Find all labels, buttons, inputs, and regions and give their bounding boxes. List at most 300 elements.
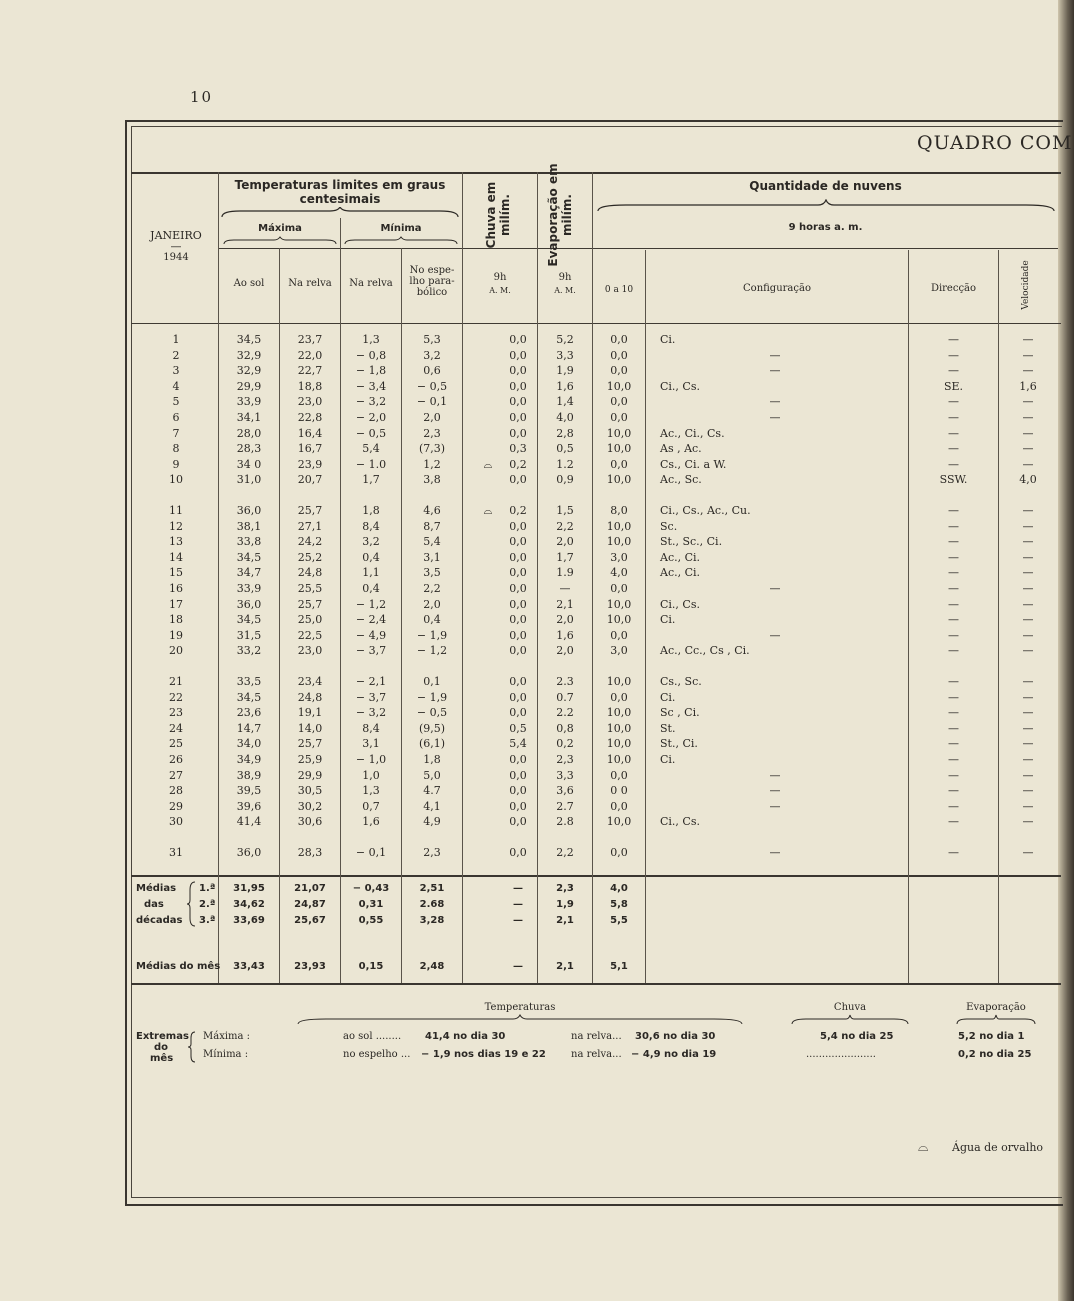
evaporacao-cell: 4,0 (556, 411, 574, 424)
extremes-maxima-label: Máxima : (203, 1031, 251, 1042)
month-mean-rmax-cell: 23,93 (294, 961, 326, 972)
evaporacao-cell: 3,3 (556, 348, 574, 362)
ao-sol-cell: 36,0 (236, 504, 262, 517)
day-cell: 7 (172, 426, 180, 440)
relva-min-cell: 1,7 (362, 473, 380, 487)
nuvens-brace (596, 199, 1056, 213)
table-title: QUADRO COM (917, 132, 1073, 154)
month-mean-ev-cell: 2,1 (556, 961, 574, 972)
means-label-3: décadas (136, 915, 183, 926)
ao-sol-cell: 33,9 (236, 395, 262, 409)
nuvens-qty-cell: 10,0 (606, 737, 632, 751)
espelho-cell: − 1,9 (416, 628, 448, 642)
velocidade-cell: 1,6 (1019, 379, 1037, 393)
evap-min-value: 0,2 no dia 25 (958, 1049, 1032, 1060)
day-cell: 30 (169, 815, 183, 829)
maxima-header: Máxima (258, 223, 302, 234)
decade-mean-q-cell: 5,5 (610, 915, 628, 926)
velocidade-cell: — (1022, 519, 1034, 533)
configuracao-cell: Ci., Cs. (660, 597, 700, 611)
espelho-cell: 2,0 (423, 411, 441, 424)
relva-min-cell: 1,6 (362, 815, 380, 829)
evaporacao-cell: 1,5 (556, 504, 574, 517)
evaporacao-cell: 5,2 (556, 333, 574, 346)
relva-max-cell: 30,6 (297, 815, 323, 829)
nuvens-qty-cell: 0,0 (610, 628, 628, 642)
evaporacao-cell: 2,1 (556, 597, 574, 611)
chuva-cell: 0,3 (509, 442, 527, 456)
chuva-cell: 0,0 (509, 768, 527, 782)
extremes-evap-brace (955, 1014, 1037, 1026)
chuva-cell: 0,0 (509, 395, 527, 409)
relva-max-cell: 24,2 (297, 535, 323, 549)
velocidade-cell: — (1022, 613, 1034, 627)
extremes-label-1: Extremas (136, 1031, 189, 1042)
day-cell: 10 (169, 473, 183, 487)
evaporacao-cell: 2,2 (556, 846, 574, 859)
header-top-rule (131, 172, 1061, 174)
nuvens-qty-cell: 10,0 (606, 675, 632, 688)
evaporacao-cell: 2,2 (556, 519, 574, 533)
relva-max-cell: 16,7 (297, 442, 323, 456)
extremes-evaporacao-header: Evaporação (966, 1002, 1026, 1013)
decade-2-label: 2.ª (199, 899, 216, 910)
ao-sol-cell: 33,2 (236, 644, 262, 658)
ao-sol-cell: 34,9 (236, 753, 262, 766)
day-cell: 25 (169, 737, 183, 751)
evaporacao-cell: 2.2 (556, 706, 574, 720)
relva-max-cell: 23,4 (297, 675, 323, 688)
decade-3-label: 3.ª (199, 915, 216, 926)
espelho-cell: − 0,5 (416, 379, 448, 393)
ao-sol-cell: 34,5 (236, 550, 262, 564)
ao-sol-cell: 38,9 (236, 768, 262, 782)
relva-max-cell: 29,9 (297, 768, 323, 782)
chuva-min-value: ...................... (806, 1049, 876, 1060)
velocidade-cell: — (1022, 333, 1034, 346)
configuracao-cell: Ci. (660, 690, 676, 704)
chuva-cell: 0,0 (509, 582, 527, 595)
chuva-am: A. M. (489, 286, 511, 295)
direccao-cell: — (948, 457, 959, 471)
chuva-cell: 0,0 (509, 706, 527, 720)
decade-mean-rmax-cell: 21,07 (294, 883, 326, 894)
ao-sol-cell: 38,1 (236, 519, 262, 533)
evaporacao-cell: 1.9 (556, 566, 574, 580)
direccao-cell: — (948, 566, 959, 580)
evaporacao-cell: 2,0 (556, 644, 574, 658)
espelho-cell: 5,3 (423, 333, 441, 346)
day-cell: 31 (169, 846, 183, 859)
chuva-cell: 0,0 (509, 597, 527, 611)
extremes-chuva-brace (790, 1014, 910, 1026)
nuvens-qty-cell: 10,0 (606, 535, 632, 549)
espelho-cell: 3,1 (423, 550, 441, 564)
relva-max-cell: 14,0 (297, 721, 323, 735)
relva-max-cell: 19,1 (297, 706, 323, 720)
nuvens-qty-cell: 10,0 (606, 753, 632, 766)
decade-mean-ch-cell: — (513, 883, 523, 894)
chuva-cell: 0,0 (509, 799, 527, 813)
direccao-cell: — (948, 753, 959, 766)
ao-sol-cell: 39,6 (236, 799, 262, 813)
chuva-cell: 0,0 (509, 566, 527, 580)
nuvens-qty-cell: 3,0 (610, 550, 628, 564)
evaporacao-cell: 0,9 (556, 473, 574, 487)
day-cell: 11 (169, 504, 183, 517)
direccao-cell: — (948, 628, 959, 642)
decade-mean-sol-cell: 33,69 (233, 915, 265, 926)
means-label-2: das (144, 899, 164, 910)
direccao-cell: — (948, 333, 959, 346)
evaporacao-cell: 2.7 (556, 799, 574, 813)
direccao-cell: — (948, 690, 959, 704)
ao-sol-cell: 28,3 (236, 442, 262, 456)
espelho-cell: 2,3 (423, 846, 441, 859)
means-label-1: Médias (136, 883, 177, 894)
ao-sol-cell: 41,4 (236, 815, 262, 829)
direccao-cell: — (948, 597, 959, 611)
evaporacao-cell: 2.8 (556, 815, 574, 829)
ao-sol-cell: 34,5 (236, 613, 262, 627)
decade-mean-ev-cell: 2,3 (556, 883, 574, 894)
relva-min-cell: − 0,1 (355, 846, 387, 859)
min-esp-label: no espelho ... (343, 1049, 411, 1060)
day-cell: 27 (169, 768, 183, 782)
velocidade-cell: — (1022, 348, 1034, 362)
relva-min-cell: 8,4 (362, 721, 380, 735)
ao-sol-cell: 23,6 (236, 706, 262, 720)
direccao-cell: — (948, 846, 959, 859)
chuva-cell: 0,0 (509, 519, 527, 533)
nuvens-qty-cell: 0,0 (610, 411, 628, 424)
ao-sol-cell: 34 0 (236, 457, 262, 471)
chuva-cell: 0,0 (509, 550, 527, 564)
nuvens-qty-cell: 10,0 (606, 519, 632, 533)
configuracao-cell: — (769, 799, 781, 813)
month-means-label: Médias do mês (136, 961, 221, 972)
day-cell: 23 (169, 706, 183, 720)
evaporacao-cell: 2,0 (556, 613, 574, 627)
ao-sol-header: Ao sol (233, 278, 265, 289)
espelho-cell: 4,1 (423, 799, 441, 813)
max-sol-value: 41,4 no dia 30 (425, 1031, 506, 1042)
relva-min-cell: − 2,0 (355, 411, 387, 424)
evaporacao-cell: 0,5 (556, 442, 574, 456)
relva-min-cell: 3,1 (362, 737, 380, 751)
relva-max-cell: 22,8 (297, 411, 323, 424)
relva-min-cell: − 1.0 (355, 457, 387, 471)
ao-sol-cell: 34,1 (236, 411, 262, 424)
chuva-cell: 0,0 (509, 846, 527, 859)
extremes-temp-brace (296, 1014, 746, 1026)
espelho-cell: − 0,1 (416, 395, 448, 409)
configuracao-cell: St. (660, 721, 676, 735)
day-cell: 26 (169, 753, 183, 766)
espelho-cell: 3,2 (423, 348, 441, 362)
decade-mean-ev-cell: 2,1 (556, 915, 574, 926)
day-cell: 6 (172, 411, 180, 424)
chuva-cell: 0,0 (509, 333, 527, 346)
configuracao-cell: — (769, 628, 781, 642)
day-cell: 3 (172, 364, 180, 378)
relva-min-cell: 1,1 (362, 566, 380, 580)
configuracao-cell: Sc. (660, 519, 678, 533)
relva-max-cell: 25,7 (297, 504, 323, 517)
evaporacao-cell: 3,6 (556, 784, 574, 798)
espelho-cell: 4,9 (423, 815, 441, 829)
configuracao-cell: — (769, 846, 781, 859)
relva-max-cell: 25,7 (297, 737, 323, 751)
means-top-rule (131, 875, 1061, 877)
relva-max-cell: 25,2 (297, 550, 323, 564)
velocidade-cell: — (1022, 597, 1034, 611)
direccao-cell: — (948, 815, 959, 829)
relva-max-cell: 25,0 (297, 613, 323, 627)
decade-mean-rmin-cell: 0,55 (358, 915, 384, 926)
ao-sol-cell: 34,7 (236, 566, 262, 580)
nuvens-qty-cell: 0,0 (610, 348, 628, 362)
espelho-cell: − 1,9 (416, 690, 448, 704)
ao-sol-cell: 32,9 (236, 348, 262, 362)
chuva-cell: 0,0 (509, 675, 527, 688)
chuva-cell: 5,4 (509, 737, 527, 751)
nuvens-qty-cell: 10,0 (606, 613, 632, 627)
nuvens-qty-cell: 8,0 (610, 504, 628, 517)
ao-sol-cell: 33,9 (236, 582, 262, 595)
decade-1-label: 1.ª (199, 883, 216, 894)
month-mean-sol-cell: 33,43 (233, 961, 265, 972)
relva-max-cell: 24,8 (297, 690, 323, 704)
day-cell: 29 (169, 799, 183, 813)
relva-min-cell: 1,0 (362, 768, 380, 782)
direccao-cell: — (948, 784, 959, 798)
relva-min-cell: 3,2 (362, 535, 380, 549)
configuracao-cell: St., Ci. (660, 737, 698, 751)
month-label: JANEIRO (150, 229, 202, 242)
nuvens-qty-cell: 10,0 (606, 597, 632, 611)
configuracao-cell: Ac., Ci., Cs. (660, 426, 725, 440)
evaporacao-cell: 1,6 (556, 379, 574, 393)
temp-brace (220, 207, 460, 219)
velocidade-cell: — (1022, 768, 1034, 782)
direccao-cell: — (948, 519, 959, 533)
temperature-group-header: Temperaturas limites em graus centesimais (234, 178, 446, 206)
velocidade-cell: — (1022, 504, 1034, 517)
maxima-brace (222, 236, 338, 246)
extremes-label-3: mês (150, 1053, 174, 1064)
relva-max-cell: 30,5 (297, 784, 323, 798)
relva-max-cell: 28,3 (297, 846, 323, 859)
nuvens-qty-cell: 4,0 (610, 566, 628, 580)
extremes-minima-label: Mínima : (203, 1049, 249, 1060)
chuva-cell: 0,0 (509, 628, 527, 642)
min-relva-label: na relva... (571, 1049, 622, 1060)
espelho-cell: − 1,2 (416, 644, 448, 658)
velocidade-cell: — (1022, 737, 1034, 751)
configuracao-cell: Cs., Sc. (660, 675, 702, 688)
nuvens-qty-cell: 10,0 (606, 473, 632, 487)
chuva-cell: 0,0 (509, 348, 527, 362)
espelho-cell: 8,7 (423, 519, 441, 533)
relva-max-cell: 25,9 (297, 753, 323, 766)
day-cell: 17 (169, 597, 183, 611)
nuvens-qty-cell: 0,0 (610, 690, 628, 704)
velocidade-cell: — (1022, 753, 1034, 766)
nuvens-qty-cell: 0,0 (610, 333, 628, 346)
ao-sol-cell: 39,5 (236, 784, 262, 798)
day-cell: 5 (172, 395, 180, 409)
header-bottom-rule (131, 323, 1061, 324)
relva-max-cell: 25,7 (297, 597, 323, 611)
velocidade-cell: — (1022, 675, 1034, 688)
ao-sol-cell: 14,7 (236, 721, 262, 735)
nuvens-qty-cell: 10,0 (606, 379, 632, 393)
direccao-cell: — (948, 504, 959, 517)
decade-mean-esp-cell: 2.68 (419, 899, 445, 910)
direccao-cell: — (948, 799, 959, 813)
minima-brace (343, 236, 459, 246)
decade-mean-sol-cell: 34,62 (233, 899, 265, 910)
espelho-cell: 3,8 (423, 473, 441, 487)
evaporacao-cell: 1.2 (556, 457, 574, 471)
relva-min-cell: − 3,2 (355, 706, 387, 720)
espelho-cell: 0,1 (423, 675, 441, 688)
chuva-cell: 0,2 (509, 457, 527, 471)
configuracao-cell: — (769, 582, 781, 595)
velocidade-cell: — (1022, 364, 1034, 378)
direccao-cell: SSW. (939, 473, 968, 487)
direccao-cell: — (948, 721, 959, 735)
evap-am: A. M. (554, 286, 576, 295)
ao-sol-cell: 34,5 (236, 690, 262, 704)
nuvens-qty-cell: 0,0 (610, 846, 628, 859)
ao-sol-cell: 36,0 (236, 597, 262, 611)
decade-mean-esp-cell: 2,51 (419, 883, 445, 894)
relva-max-cell: 25,5 (297, 582, 323, 595)
configuracao-cell: Ci. (660, 613, 676, 627)
velocidade-cell: — (1022, 411, 1034, 424)
espelho-cell: (7,3) (418, 442, 446, 456)
configuracao-cell: Ac., Cc., Cs , Ci. (660, 644, 750, 658)
espelho-cell: 0,6 (423, 364, 441, 378)
na-relva-max-header: Na relva (288, 278, 332, 289)
min-esp-value: − 1,9 nos dias 19 e 22 (421, 1049, 546, 1060)
direccao-header: Direcção (930, 283, 977, 294)
chuva-cell: 0,0 (509, 784, 527, 798)
espelho-cell: 3,5 (423, 566, 441, 580)
configuracao-cell: — (769, 784, 781, 798)
velocidade-cell: — (1022, 644, 1034, 658)
chuva-cell: 0,5 (509, 721, 527, 735)
chuva-9h: 9h (493, 272, 507, 283)
espelho-cell: 2,3 (423, 426, 441, 440)
relva-max-cell: 23,7 (297, 333, 323, 346)
configuracao-cell: St., Sc., Ci. (660, 535, 723, 549)
direccao-cell: — (948, 613, 959, 627)
dew-mark-icon: ⌓ (483, 504, 493, 517)
velocidade-cell: — (1022, 457, 1034, 471)
relva-min-cell: 1,3 (362, 784, 380, 798)
zero-a-dez-header: 0 a 10 (604, 285, 634, 295)
configuracao-cell: — (769, 395, 781, 409)
espelho-cell: 4,6 (423, 504, 441, 517)
ao-sol-cell: 28,0 (236, 426, 262, 440)
velocidade-cell: — (1022, 582, 1034, 595)
max-sol-label: ao sol ........ (343, 1031, 402, 1042)
direccao-cell: — (948, 737, 959, 751)
configuracao-cell: — (769, 768, 781, 782)
decade-mean-rmax-cell: 24,87 (294, 899, 326, 910)
relva-min-cell: − 1,2 (355, 597, 387, 611)
evaporacao-cell: 3,3 (556, 768, 574, 782)
chuva-cell: 0,0 (509, 690, 527, 704)
day-cell: 21 (169, 675, 183, 688)
relva-min-cell: − 0,8 (355, 348, 387, 362)
relva-max-cell: 24,8 (297, 566, 323, 580)
relva-min-cell: − 2,1 (355, 675, 387, 688)
direccao-cell: — (948, 442, 959, 456)
nove-horas-header: 9 horas a. m. (788, 222, 863, 233)
ao-sol-cell: 34,0 (236, 737, 262, 751)
extremes-brace (188, 1030, 196, 1064)
velocidade-cell: — (1022, 846, 1034, 859)
max-relva-value: 30,6 no dia 30 (635, 1031, 716, 1042)
direccao-cell: — (948, 675, 959, 688)
configuracao-cell: Ac., Ci. (660, 550, 701, 564)
page-number: 10 (190, 88, 214, 106)
configuracao-header: Configuração (743, 283, 811, 294)
relva-min-cell: 0,7 (362, 799, 380, 813)
decade-mean-ch-cell: — (513, 899, 523, 910)
relva-min-cell: − 2,4 (355, 613, 387, 627)
day-cell: 28 (169, 784, 183, 798)
direccao-cell: — (948, 364, 959, 378)
evap-9h: 9h (558, 272, 572, 283)
extremes-temperaturas-header: Temperaturas (484, 1002, 556, 1013)
velocidade-cell: — (1022, 395, 1034, 409)
espelho-cell: − 0,5 (416, 706, 448, 720)
day-cell: 15 (169, 566, 183, 580)
velocidade-cell: 4,0 (1019, 473, 1037, 487)
direccao-cell: — (948, 395, 959, 409)
dew-symbol-icon: ⌓ (918, 1140, 929, 1155)
nuvens-qty-cell: 0,0 (610, 768, 628, 782)
evaporacao-cell: 2,8 (556, 426, 574, 440)
nuvens-qty-cell: 0,0 (610, 582, 628, 595)
nuvens-qty-cell: 10,0 (606, 815, 632, 829)
relva-max-cell: 16,4 (297, 426, 323, 440)
evaporacao-cell: 1,9 (556, 364, 574, 378)
chuva-cell: 0,0 (509, 753, 527, 766)
configuracao-cell: Ci. (660, 753, 676, 766)
evaporacao-cell: 0,2 (556, 737, 574, 751)
minima-header: Mínima (380, 223, 422, 234)
col-rule (645, 250, 646, 983)
nuvens-qty-cell: 0,0 (610, 799, 628, 813)
relva-max-cell: 27,1 (297, 519, 323, 533)
evaporacao-cell: 1,4 (556, 395, 574, 409)
velocidade-cell: — (1022, 815, 1034, 829)
direccao-cell: — (948, 644, 959, 658)
chuva-cell: 0,0 (509, 644, 527, 658)
evaporacao-cell: 0.7 (556, 690, 574, 704)
chuva-cell: 0,0 (509, 379, 527, 393)
chuva-cell: 0,0 (509, 613, 527, 627)
velocidade-cell: — (1022, 426, 1034, 440)
chuva-cell: 0,0 (509, 411, 527, 424)
espelho-cell: 4.7 (423, 784, 441, 798)
